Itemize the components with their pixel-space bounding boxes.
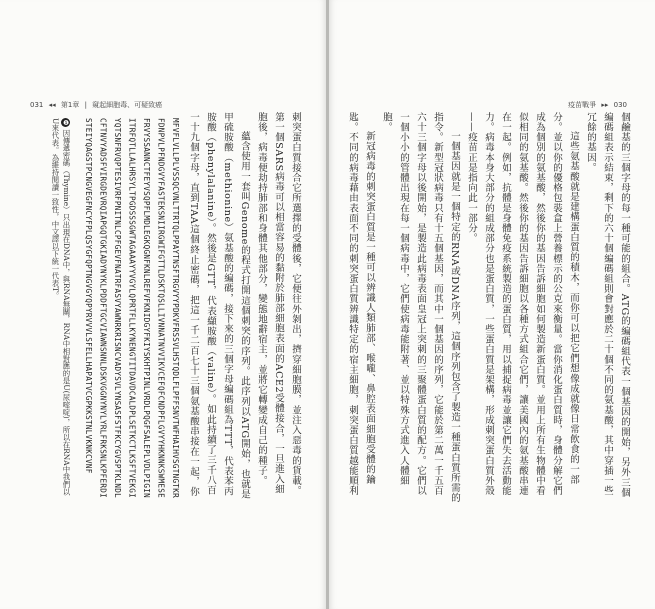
right-paragraph-2: 這些氨基酸就是建構蛋白質的積木，而你可以把它們想像成就像日常飲食的一部分。並以你的優格包裝盒上營養標示的公克來衡量。當你消化蛋白質時，身體分解它們成為個別的氨基酸，然後你的基因告訴細胞如何製造新蛋白質。並用上所有生物體中看似相同的氨基酸。然後你的基因告訴細胞以各種方式組合它們，讓美國內的氨基酸串連在一起。例如，抗體是身體免疫系統製造的蛋白質，用以捕捉病毒並讓它們失去活動能力。病毒本身大部分的組成部分也是蛋白質，一些蛋白質是架構，形成刺突蛋白質外殼——疫苗正是指向此一部分。 <box>466 112 579 496</box>
right-paragraph-1: 個鹼基的三個字母的每一種可能的組合。ATG的編碼組代表一個基因的開始，另外三個編碼組表示結束，剩下的六十個編碼組則會對應於二十個不同的氨基酸，其中穿插一些冗餘的基因。 <box>585 112 630 498</box>
right-page-header <box>568 100 627 110</box>
right-paragraph-3: 一個基因就是一個特定的RNA或DNA序列，這個序列包含了製造一種蛋白質所需的指令。新型冠狀病毒只有十五個基因，而其中一個基因的序列，它能於第二萬一千五百六十三個字母以後開始，是製造此病毒表面皇冠上突刺的三聚體蛋白質的配方。它們以一個小小的管體出現在每一個病毒中，它們使病毒能附著、並以特殊方式進入人體細胞。 <box>381 112 460 503</box>
left-header-arrow: ◂◂ <box>48 101 56 109</box>
right-header-arrow: ▸▸ <box>601 101 609 109</box>
left-page <box>0 0 326 609</box>
left-page-number: 031 <box>30 101 44 109</box>
right-page <box>329 0 655 609</box>
footnote-text: 因傳遞密碼（Thymine）只出現在DNA中，與RNA無關，RNA中相對應的是U(尿嘧啶)，所以在RNA中我們以U來代表。為維持閱讀一致性，中文譯以下統一代表T。 <box>51 118 71 496</box>
left-paragraph-1: 剌突蛋白質接合它所選擇的受體後，它便往外剝出，擠穿細胞膜，並注入惡毒的貨載。第一個SARS病毒可以相當容易的黏附於肺部細胞表面的ACE2受體接合，一旦進入細胞後，病毒便劫持肺部和身體其他部分，變態地辭宿主，並將它轉變成自己的種子。 <box>256 112 301 496</box>
left-section-title: 窺起細胞毒、可疑致癌 <box>92 101 163 109</box>
right-paragraph-4: 新冠病毒的刺突蛋白質是一種可以辨識人類肺部、喉嚨、鼻腔表面細胞受體的鑰匙。不同的病毒藉由表面不同的刺突蛋白質辨識特定的宿主細胞，刺突蛋白質越能順利 <box>347 112 375 496</box>
footnote <box>42 118 72 498</box>
protein-sequence: MFVFLVLLPLVSSQCVNLTTRTQLPPAYTNSFTRGVYYPDKVFRSSVLHSTQDLFLPFFSNVTWFHAIHVSGTNGTKRFDNPVLPFNDGVYFASTEKSNIIRGWIFGTTLDSKTQSLLIVNNATNVVIKVCEFQFCNDPFLGVYYHKNNKSWMESEFRVYSSANNCTFEYVSQPFLMDLEGKQGNFKNLREFVFKNIDGYFKIYSKHTPINLVRDLPQGFSALEPLVDLPIGINITRFQTLLALHRSYLTPGDSSSGWTAGAAAYYVGYLQPRTFLLKYNENGTITDAVDCALDPLSETKCTLKSFTVEKGIYQTSNFRVQPTESIVRFPNITNLCPFGEVFNATRFASVYAWNRKRISNCVADYSVLYNSASFSTFKCYGVSPTKLNDLCFTNVYADSFVIRGDEVRQIAPGQTGKIADYNYKLPDDFTGCVIAWNSNNLDSKVGGNYNYLYRLFRKSNLKPFERDISTEIYQAGSTPCNGVEGFNCYFPLQSYGFQPTNGVGYQPYRVVVLSFELLHAPATVCGPKKSTNLVKNKCVNF <box>84 118 180 498</box>
left-header-divider: | <box>84 101 87 109</box>
left-page-header <box>30 100 162 110</box>
left-main-text <box>186 112 304 504</box>
right-book-title: 疫苗戰爭 <box>568 101 597 109</box>
left-chapter-label: 第1章 <box>60 101 80 109</box>
right-page-number: 030 <box>613 101 627 109</box>
footnote-marker: ❶ <box>62 118 70 127</box>
right-main-text <box>347 112 633 504</box>
left-paragraph-2: 蘊含使用一套叫Genome的程式打開這個刺突的序列。此序列以ATG開始，也就是甲硫胺酸（methionine）氨基酸的編碼，接下來的三個字母編碼組為TTT，代表苯丙胺酸（phenylalanine）。然後是GTT，代表纈胺酸（valine）。如此持續了三千八百一十九個字母，直到TAA這個終止密碼，把這一千二百七十三個氨基酸串接在一起，你 <box>188 112 250 500</box>
